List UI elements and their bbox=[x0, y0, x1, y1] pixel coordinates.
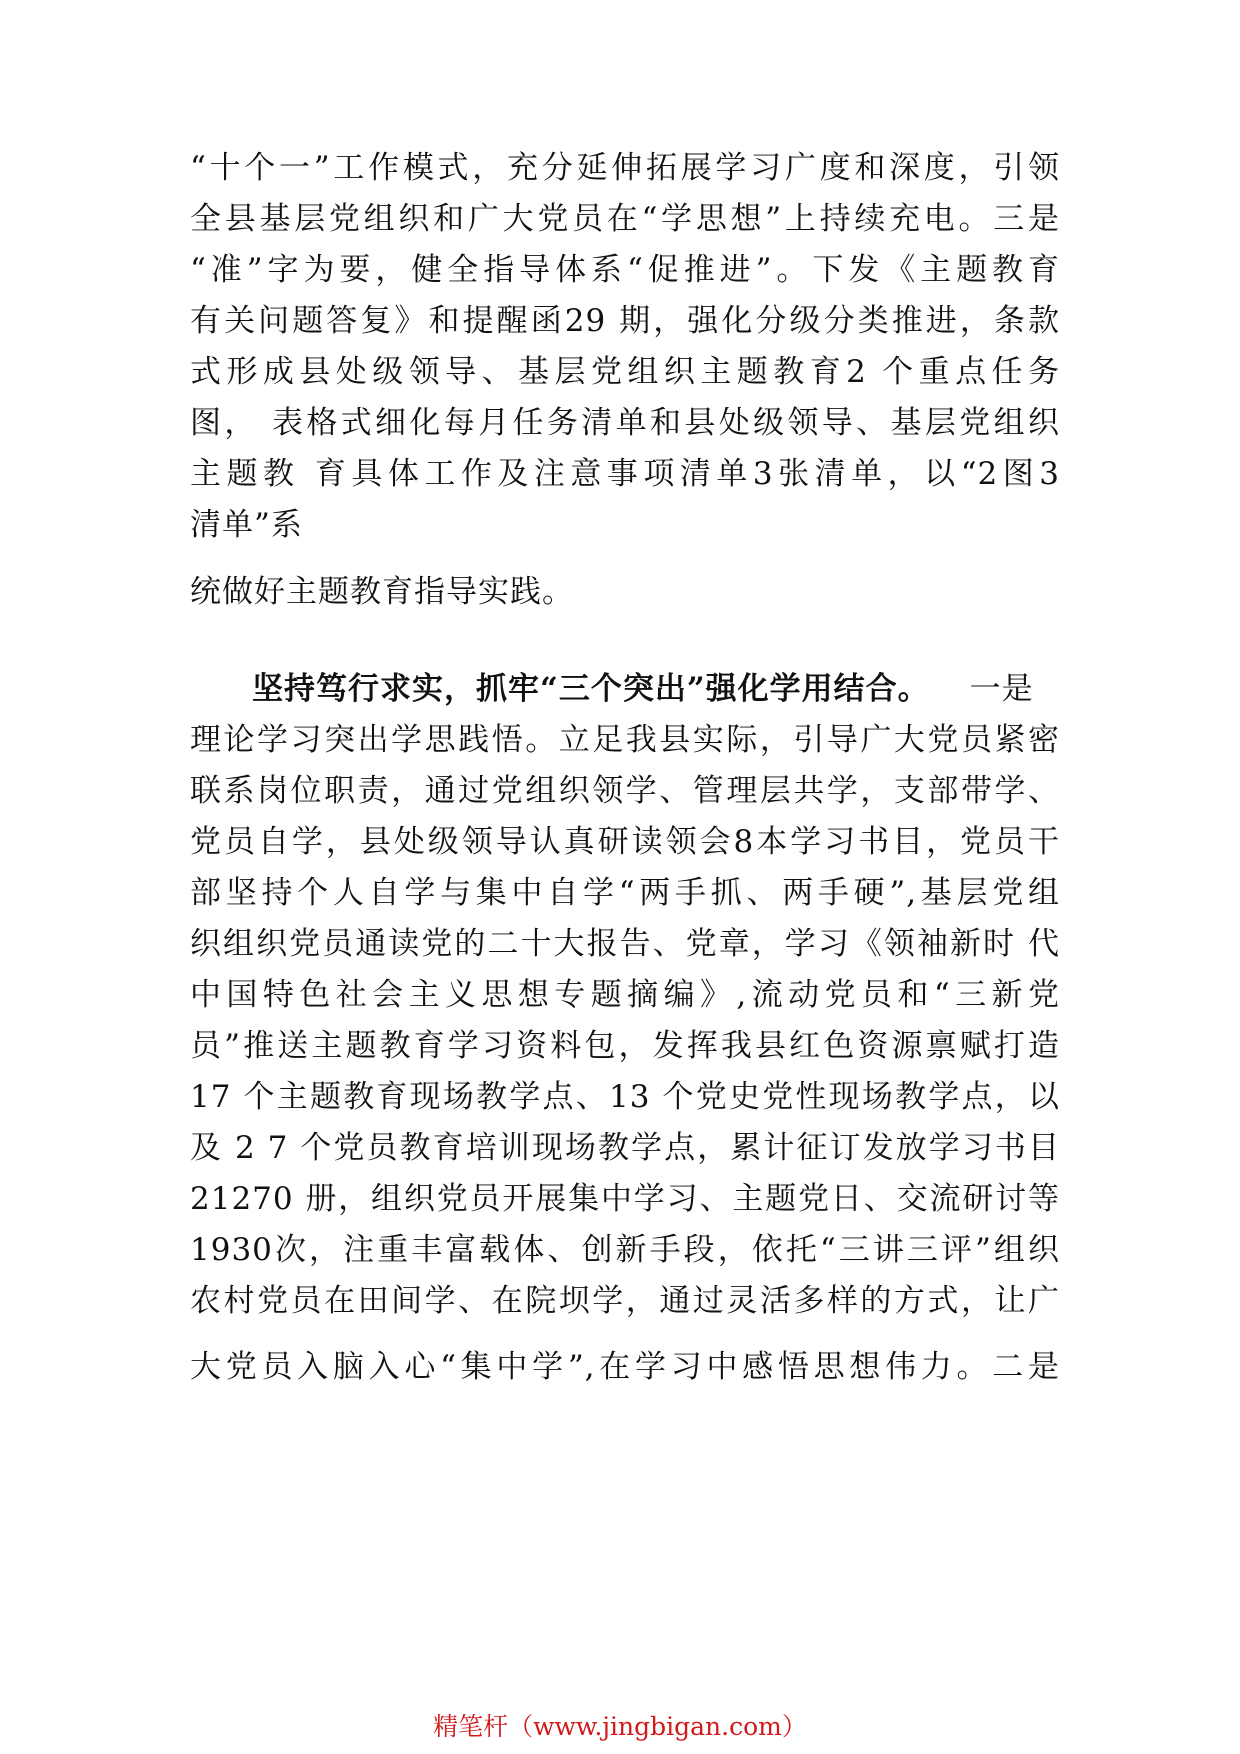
text-line: 17 个主题教育现场教学点、13 个党史党性现场教学点，以 bbox=[190, 1079, 1060, 1115]
text-line: 员”推送主题教育学习资料包，发挥我县红色资源禀赋打造 bbox=[190, 1028, 1060, 1064]
text-line: 及 2 7 个党员教育培训现场教学点，累计征订发放学习书目 bbox=[190, 1130, 1060, 1166]
text-line: 织组织党员通读党的二十大报告、党章，学习《领袖新时 代 bbox=[190, 926, 1060, 962]
text-line: 中国特色社会主义思想专题摘编》,流动党员和“三新党 bbox=[190, 977, 1060, 1013]
text-line: 党员自学，县处级领导认真研读领会8本学习书目，党员干 bbox=[190, 824, 1060, 860]
text-line: 清单”系 bbox=[190, 507, 303, 543]
footer-watermark: 精笔杆（www.jingbigan.com） bbox=[433, 1712, 807, 1741]
heading-line-tail: 一是 bbox=[969, 671, 1034, 707]
text-line: 大党员入脑入心“集中学”,在学习中感悟思想伟力。二是 bbox=[190, 1349, 1060, 1385]
text-line: 农村党员在田间学、在院坝学，通过灵活多样的方式，让广 bbox=[190, 1283, 1060, 1319]
text-line: 图， 表格式细化每月任务清单和县处级领导、基层党组织 bbox=[190, 405, 1060, 441]
paragraph-heading-line bbox=[190, 664, 1060, 714]
text-line: “准”字为要，健全指导体系“促推进”。下发《主题教育 bbox=[190, 252, 1060, 288]
text-line: 部坚持个人自学与集中自学“两手抓、两手硬”,基层党组 bbox=[190, 875, 1060, 911]
text-line: 主题教 育具体工作及注意事项清单3张清单，以“2图3 bbox=[190, 456, 1060, 492]
text-line: 理论学习突出学思践悟。立足我县实际，引导广大党员紧密 bbox=[190, 722, 1060, 758]
text-line: “十个一”工作模式，充分延伸拓展学习广度和深度，引领 bbox=[190, 150, 1060, 186]
text-line: 1930次，注重丰富载体、创新手段，依托“三讲三评”组织 bbox=[190, 1232, 1060, 1268]
text-line: 统做好主题教育指导实践。 bbox=[190, 574, 574, 610]
text-line: 全县基层党组织和广大党员在“学思想”上持续充电。三是 bbox=[190, 201, 1060, 237]
paragraph-heading: 坚持笃行求实，抓牢“三个突出”强化学用结合。 bbox=[252, 671, 930, 707]
text-line: 有关问题答复》和提醒函29 期，强化分级分类推进，条款 bbox=[190, 303, 1060, 339]
text-line: 式形成县处级领导、基层党组织主题教育2 个重点任务 bbox=[190, 354, 1060, 390]
text-line: 联系岗位职责，通过党组织领学、管理层共学，支部带学、 bbox=[190, 773, 1060, 809]
text-line: 21270 册，组织党员开展集中学习、主题党日、交流研讨等 bbox=[190, 1181, 1060, 1217]
